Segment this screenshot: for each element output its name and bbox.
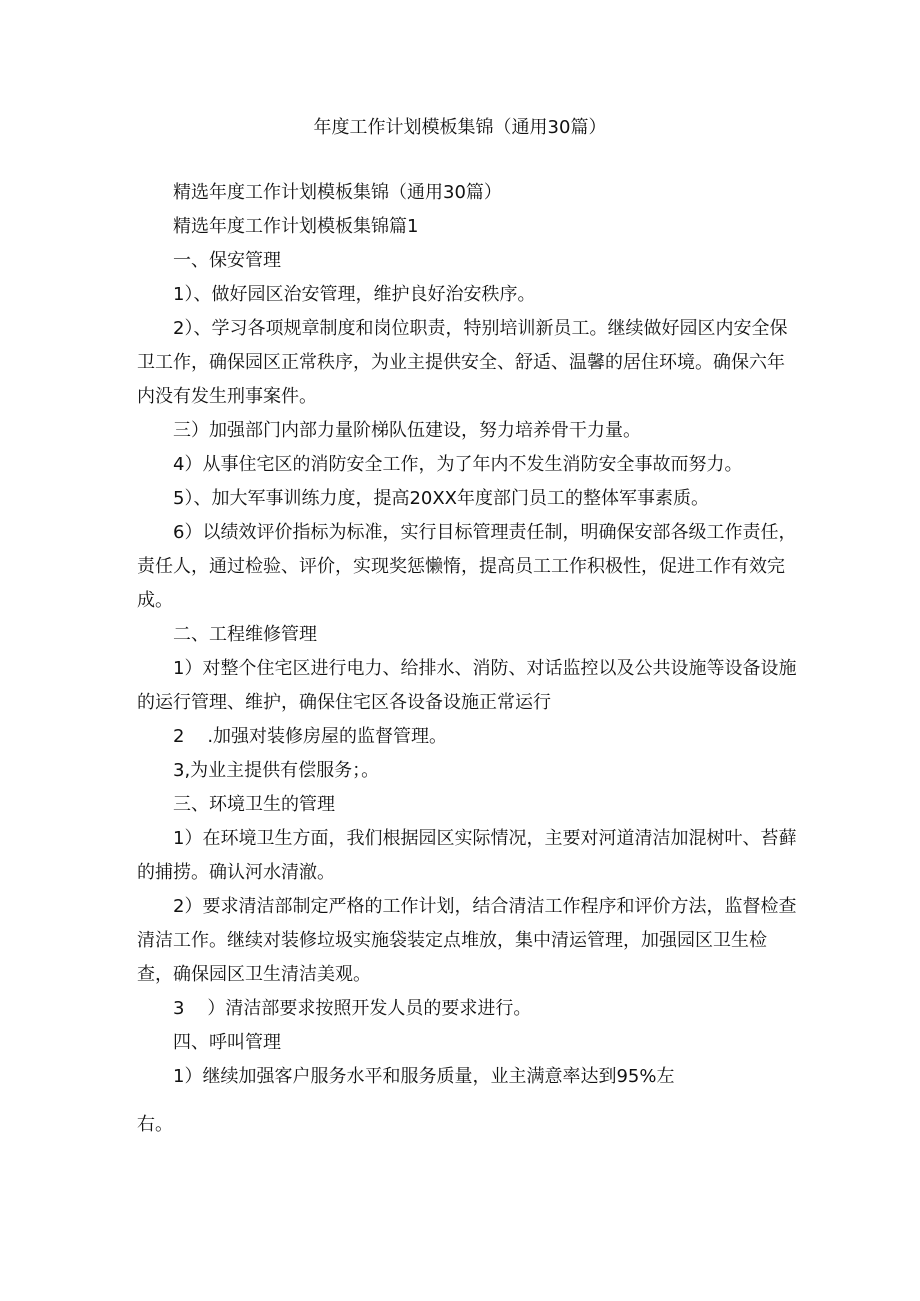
paragraph: 2）要求清洁部制定严格的工作计划，结合清洁工作程序和评价方法，监督检查清洁工作。继续对装修垃圾实施袋装定点堆放，集中清运管理，加强园区卫生检查，确保园区卫生清洁美观。 — [137, 896, 797, 985]
paragraph-continuation: 右。 — [137, 1114, 173, 1135]
section-heading-environment: 三、环境卫生的管理 — [173, 794, 335, 815]
section-heading-call-center: 四、呼叫管理 — [173, 1032, 281, 1053]
paragraph: 3 ）清洁部要求按照开发人员的要求进行。 — [173, 998, 532, 1019]
paragraph: 1）对整个住宅区进行电力、给排水、消防、对话监控以及公共设施等设备设施的运行管理、维护，确保住宅区各设备设施正常运行 — [137, 658, 797, 713]
paragraph-subtitle: 精选年度工作计划模板集锦（通用30篇） — [173, 182, 502, 203]
paragraph: 4）从事住宅区的消防安全工作，为了年内不发生消防安全事故而努力。 — [173, 454, 743, 475]
document-title: 年度工作计划模板集锦（通用30篇） — [313, 117, 607, 138]
paragraph: 2）、学习各项规章制度和岗位职责，特别培训新员工。继续做好园区内安全保卫工作，确保园区正常秩序，为业主提供安全、舒适、温馨的居住环境。确保六年内没有发生刑事案件。 — [137, 318, 788, 407]
paragraph: 1）、做好园区治安管理，维护良好治安秩序。 — [173, 284, 536, 305]
section-heading-engineering: 二、工程维修管理 — [173, 624, 317, 645]
paragraph: 1）继续加强客户服务水平和服务质量，业主满意率达到95%左 — [173, 1066, 675, 1087]
paragraph: 2 .加强对装修房屋的监督管理。 — [173, 726, 448, 747]
paragraph: 3,为业主提供有偿服务；。 — [173, 760, 380, 781]
paragraph: 三）加强部门内部力量阶梯队伍建设，努力培养骨干力量。 — [173, 420, 641, 441]
document-body — [137, 176, 797, 1142]
paragraph: 5）、加大军事训练力度，提高20XX年度部门员工的整体军事素质。 — [173, 488, 710, 509]
section-heading-security: 一、保安管理 — [173, 250, 281, 271]
paragraph: 6）以绩效评价指标为标准，实行目标管理责任制，明确保安部各级工作责任，责任人，通过检验、评价，实现奖惩懒惰，提高员工工作积极性，促进工作有效完成。 — [137, 522, 797, 611]
paragraph: 1）在环境卫生方面，我们根据园区实际情况，主要对河道清洁加混树叶、苔藓的捕捞。确认河水清澈。 — [137, 828, 797, 883]
paragraph-chapter-heading: 精选年度工作计划模板集锦篇1 — [173, 216, 419, 237]
